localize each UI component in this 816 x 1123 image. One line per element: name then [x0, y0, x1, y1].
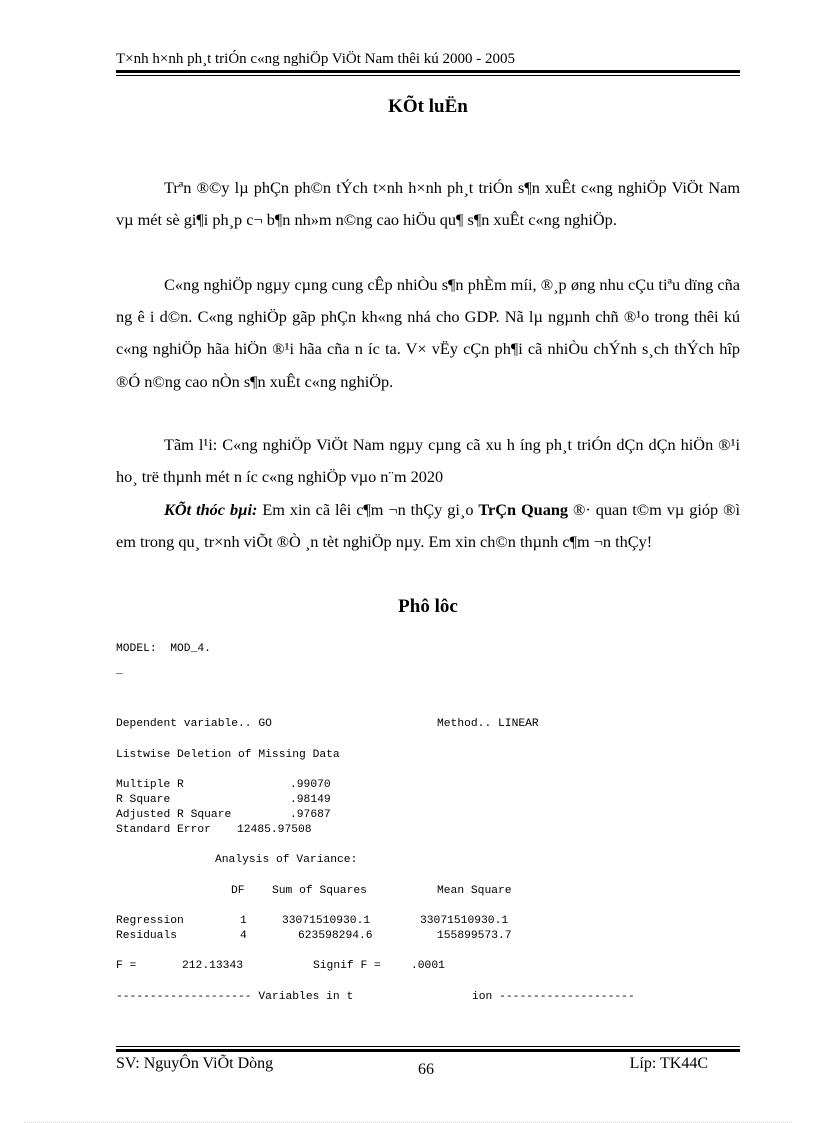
appendix-title: Phô lôc — [398, 596, 458, 617]
signif-value: .0001 — [411, 960, 445, 972]
stat-value: .98149 — [290, 794, 331, 806]
stat-value: 12485.97508 — [237, 824, 312, 836]
variables-line-right: ion -------------------- — [472, 991, 635, 1003]
running-header — [116, 50, 740, 68]
anova-row-df: 4 — [240, 930, 247, 942]
variables-line-left: -------------------- Variables in t — [116, 991, 354, 1003]
footer-student: SV: NguyÔn ViÕt Dòng — [116, 1055, 274, 1072]
anova-row-ss: 33071510930.1 — [282, 915, 371, 927]
stat-label: Standard Error — [116, 824, 211, 836]
conclusion-paragraph-thanks — [116, 494, 740, 558]
stat-value: .99070 — [290, 779, 331, 791]
cursor-mark: _ — [116, 665, 123, 677]
anova-row-ss: 623598294.6 — [298, 930, 373, 942]
thanks-lead: KÕt thóc bµi: — [164, 500, 258, 519]
conclusion-paragraph-2 — [116, 269, 740, 398]
conclusion-p1-text: Trªn ®©y lµ phÇn ph©n tÝch t×nh h×nh ph¸t triÓn s¶n xuÊt c«ng nghiÖp ViÖt Nam vµ mét sè gi¶i ph¸p c¬ b¶n nh»m n©ng cao hiÖu qu¶ s¶n xuÊt c«ng nghiÖp. — [116, 178, 740, 230]
conclusion-paragraph-3 — [116, 429, 740, 493]
stat-label: Adjusted R Square — [116, 809, 232, 821]
stat-label: Multiple R — [116, 779, 184, 791]
f-label: F = — [116, 960, 137, 972]
header-title: T×nh h×nh ph¸t triÓn c«ng nghiÖp ViÖt Nam thêi kú 2000 - 2005 — [116, 51, 516, 67]
anova-row-ms: 155899573.7 — [437, 930, 512, 942]
thanks-text-b: ®· quan t©m vµ gióp ®ì em trong qu¸ tr×nh viÕt ®Ò ¸n tèt nghiÖp nµy. Em xin ch©n thµnh c¶m ¬n thÇy! — [116, 500, 740, 552]
model-line: MODEL: MOD_4. — [116, 643, 211, 655]
anova-row-label: Residuals — [116, 930, 178, 942]
listwise-deletion: Listwise Deletion of Missing Data — [116, 749, 340, 761]
stat-value: .97687 — [290, 809, 331, 821]
f-value: 212.13343 — [182, 960, 244, 972]
conclusion-p2-text: C«ng nghiÖp ngµy cµng cung cÊp nhiÒu s¶n phÈm míi, ®¸p øng nhu cÇu tiªu dïng cña ng ê i d©n. C«ng nghiÖp gãp phÇn kh«ng nhá cho GDP. Nã lµ ngµnh chñ ®¹o trong thêi kú c«ng nghiÖp hãa hiÖn ®¹i hãa cña n íc ta. V× vËy cÇn ph¶i cã nhiÒu chÝnh s¸ch thÝch hîp ®Ó n©ng cao nÒn s¶n xuÊt c«ng nghiÖp. — [116, 275, 740, 391]
footer-rule-thick — [116, 1049, 740, 1052]
stat-label: R Square — [116, 794, 171, 806]
thanks-text-a: Em xin cã lêi c¶m ¬n thÇy gi¸o — [257, 500, 479, 519]
anova-header-ss: Sum of Squares — [272, 885, 367, 897]
anova-header-ms: Mean Square — [437, 885, 512, 897]
anova-header-df: DF — [231, 885, 245, 897]
footer-class: Líp: TK44C — [629, 1055, 708, 1072]
conclusion-title: KÕt luËn — [388, 96, 468, 117]
teacher-name: TrÇn Quang — [478, 500, 569, 519]
conclusion-p3-text: Tãm l¹i: C«ng nghiÖp ViÖt Nam ngµy cµng cã xu h íng ph¸t triÓn dÇn dÇn hiÖn ®¹i ho¸ trë thµnh mét n íc c«ng nghiÖp vµo n¨m 2020 — [116, 435, 740, 487]
footer-page-number: 66 — [418, 1061, 434, 1078]
header-rule-thin — [116, 75, 740, 76]
header-rule-thick — [116, 70, 740, 73]
anova-row-label: Regression — [116, 915, 184, 927]
footer-rule-thin — [116, 1046, 740, 1047]
signif-label: Signif F = — [313, 960, 381, 972]
anova-row-df: 1 — [240, 915, 247, 927]
anova-row-ms: 33071510930.1 — [420, 915, 509, 927]
method: Method.. LINEAR — [437, 718, 539, 730]
dependent-variable: Dependent variable.. GO — [116, 718, 272, 730]
conclusion-paragraph-1 — [116, 172, 740, 236]
anova-title: Analysis of Variance: — [215, 854, 358, 866]
